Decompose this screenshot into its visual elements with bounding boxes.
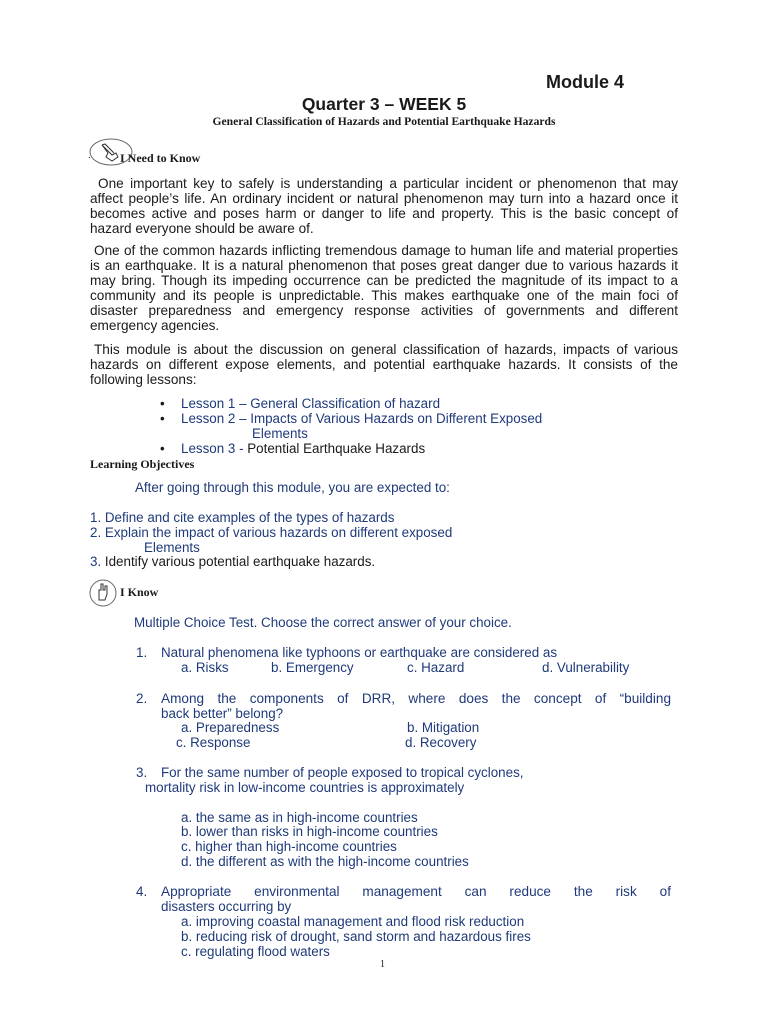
q1-option-d: d. Vulnerability bbox=[542, 660, 630, 675]
lesson-3-prefix: Lesson 3 - bbox=[181, 441, 248, 456]
lesson-2-cont: Elements bbox=[252, 426, 308, 441]
q1-number: 1. bbox=[136, 645, 148, 660]
page-number: 1 bbox=[380, 959, 385, 970]
subtitle: General Classification of Hazards and Potential Earthquake Hazards bbox=[212, 115, 556, 128]
q4-text-line1: Appropriate environmental management can reduce the risk of bbox=[161, 884, 671, 899]
intro-paragraph-2: One of the common hazards inflicting tremendous damage to human life and material properties is an earthquake. It is a natural phenomenon that poses great danger due to various hazards it may bring. Though its impeding occurrence can be predicted the magnitude of its impact to a community and its people is unpredictable. This makes earthquake one of the main foci of disaster preparedness and emergency response activities of governments and different emergency agencies. bbox=[90, 243, 678, 333]
hand-raised-icon bbox=[88, 578, 118, 613]
intro-paragraph-3: This module is about the discussion on general classification of hazards, impacts of various hazards on different expose elements, and potential earthquake hazards. It consists of the following lessons: bbox=[90, 342, 678, 387]
lesson-bullet: • bbox=[160, 411, 165, 426]
lesson-3-title: Potential Earthquake Hazards bbox=[247, 441, 426, 456]
q3-option-a: a. the same as in high-income countries bbox=[181, 810, 418, 825]
lesson-bullet: • bbox=[160, 396, 165, 411]
bullet-dot: . bbox=[88, 150, 91, 161]
module-label: Module 4 bbox=[546, 72, 625, 92]
q2-option-c: c. Response bbox=[176, 735, 251, 750]
q2-text-line1: Among the components of DRR, where does the concept of “building bbox=[161, 691, 671, 706]
objective-3 bbox=[90, 554, 375, 569]
q1-option-b: b. Emergency bbox=[271, 660, 354, 675]
q1-option-a: a. Risks bbox=[181, 660, 229, 675]
q3-text-line2: mortality risk in low-income countries is approximately bbox=[145, 780, 465, 795]
q1-option-c: c. Hazard bbox=[407, 660, 465, 675]
lesson-2: Lesson 2 – Impacts of Various Hazards on Different Exposed bbox=[181, 411, 543, 426]
lesson-3 bbox=[181, 441, 425, 456]
q3-option-d: d. the different as with the high-income countries bbox=[181, 854, 469, 869]
q3-option-b: b. lower than risks in high-income countries bbox=[181, 824, 438, 839]
objectives-heading: Learning Objectives bbox=[90, 457, 195, 471]
q4-option-c: c. regulating flood waters bbox=[181, 944, 330, 959]
objective-1: 1. Define and cite examples of the types of hazards bbox=[90, 510, 395, 525]
intro-paragraph-1: One important key to safely is understanding a particular incident or phenomenon that may affect people’s life. An ordinary incident or natural phenomenon may turn into a hazard once it becomes active and poses harm or danger to life and property. This is the basic concept of hazard everyone should be aware of. bbox=[90, 176, 678, 236]
objective-3-num: 3. bbox=[90, 554, 102, 569]
q4-option-a: a. improving coastal management and flood risk reduction bbox=[181, 914, 525, 929]
q2-text-line2: back better” belong? bbox=[161, 706, 284, 721]
q2-option-d: d. Recovery bbox=[405, 735, 477, 750]
q2-number: 2. bbox=[136, 691, 148, 706]
need-to-know-heading: I Need to Know bbox=[120, 151, 201, 165]
lesson-bullet: • bbox=[160, 441, 165, 456]
q4-number: 4. bbox=[136, 884, 148, 899]
q3-option-c: c. higher than high-income countries bbox=[181, 839, 397, 854]
quarter-title: Quarter 3 – WEEK 5 bbox=[301, 94, 467, 114]
q4-text bbox=[161, 884, 671, 899]
objective-2-cont: Elements bbox=[144, 540, 200, 555]
q3-number: 3. bbox=[136, 765, 148, 780]
test-instructions: Multiple Choice Test. Choose the correct answer of your choice. bbox=[134, 615, 512, 630]
q3-text-line1: For the same number of people exposed to tropical cyclones, bbox=[161, 765, 524, 780]
objectives-intro: After going through this module, you are expected to: bbox=[135, 480, 450, 495]
lesson-1: Lesson 1 – General Classification of hazard bbox=[181, 396, 441, 411]
q2-option-a: a. Preparedness bbox=[181, 720, 280, 735]
q4-option-b: b. reducing risk of drought, sand storm and hazardous fires bbox=[181, 929, 531, 944]
q1-text: Natural phenomena like typhoons or earthquake are considered as bbox=[161, 645, 558, 660]
q2-option-b: b. Mitigation bbox=[407, 720, 480, 735]
q4-text-line2: disasters occurring by bbox=[161, 899, 292, 914]
objective-3-text: Identify various potential earthquake hazards. bbox=[101, 554, 376, 569]
q2-text bbox=[161, 691, 671, 706]
i-know-heading: I Know bbox=[120, 585, 159, 599]
objective-2: 2. Explain the impact of various hazards on different exposed bbox=[90, 525, 453, 540]
